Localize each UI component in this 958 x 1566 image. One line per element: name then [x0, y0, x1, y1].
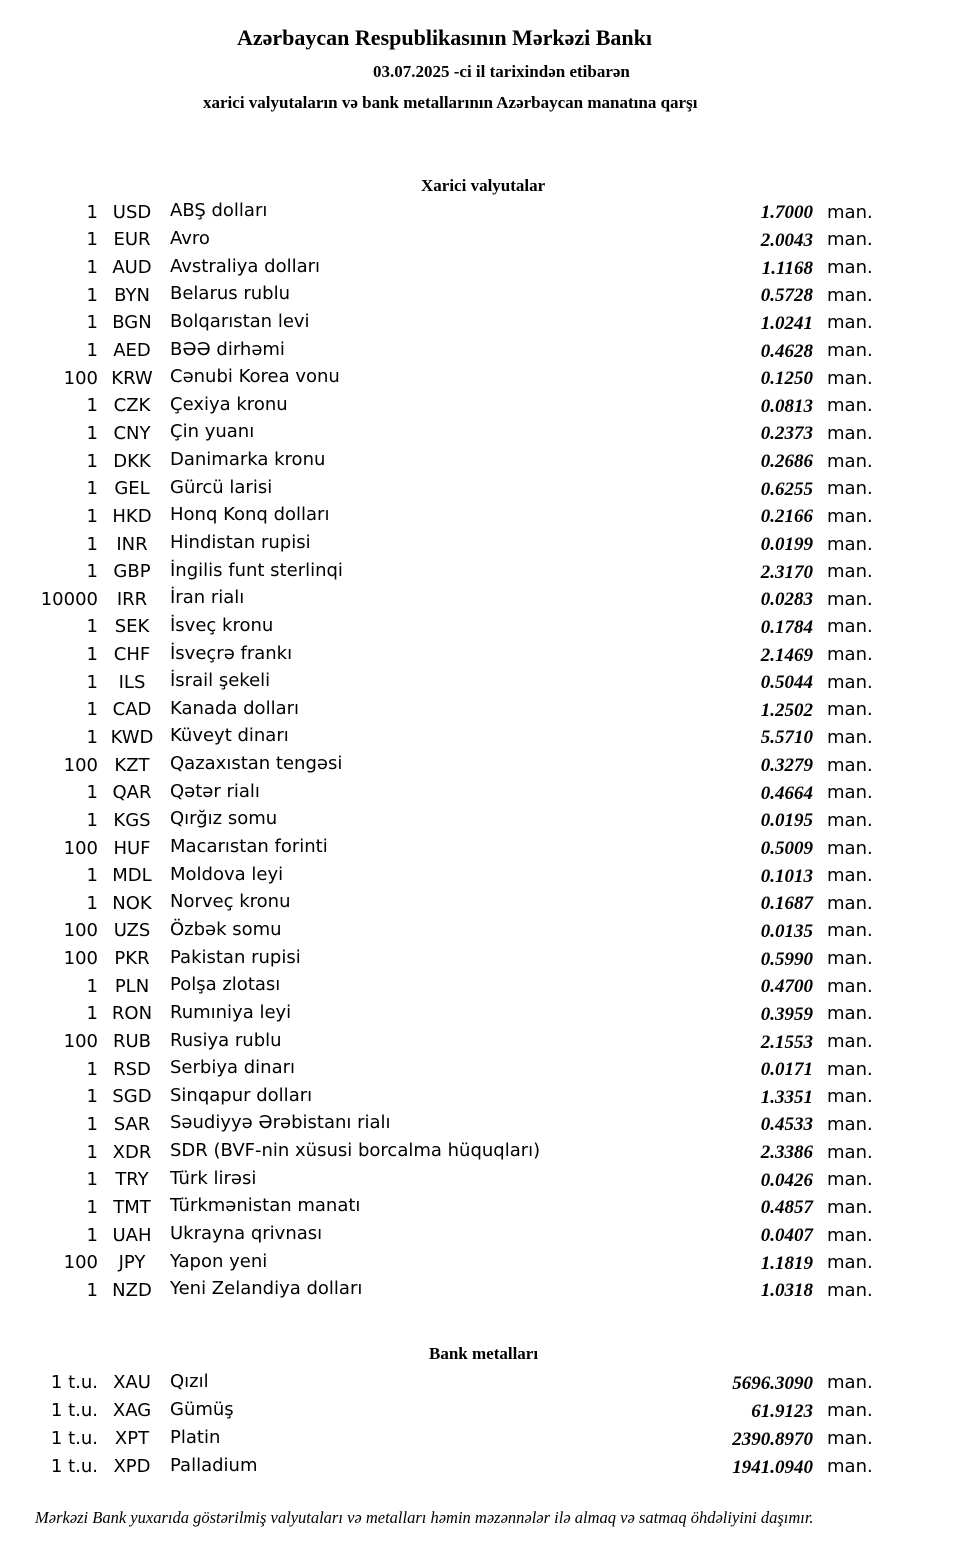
currency-name: Moldova leyi — [170, 863, 284, 885]
currency-name: Bolqarıstan levi — [170, 310, 310, 332]
unit-label: man. — [827, 1086, 873, 1108]
unit-label: man. — [827, 478, 873, 500]
unit-label: man. — [827, 1224, 873, 1246]
currency-name: Hindistan rupisi — [170, 532, 311, 553]
currency-name: Küveyt dinarı — [170, 725, 289, 747]
unit-label: man. — [827, 588, 873, 610]
unit-label: man. — [827, 395, 873, 417]
currency-row — [0, 697, 887, 725]
unit-label: man. — [827, 975, 873, 997]
rate-value: 2.1469 — [760, 644, 813, 666]
unit-label: man. — [827, 782, 873, 804]
currency-row — [0, 779, 887, 807]
quantity: 1 — [86, 809, 98, 831]
currency-name: İsveç kronu — [170, 614, 274, 636]
currency-row — [0, 420, 887, 448]
unit-label: man. — [827, 644, 873, 666]
quantity: 100 — [63, 754, 98, 776]
currency-name: Platin — [170, 1426, 221, 1448]
currency-row — [0, 199, 887, 227]
quantity: 1 t.u. — [50, 1400, 98, 1421]
currency-code: TRY — [115, 1169, 149, 1191]
unit-label: man. — [827, 920, 873, 942]
currency-name: Türkmənistan manatı — [170, 1195, 361, 1217]
unit-label: man. — [827, 948, 873, 970]
currency-name: İran rialı — [170, 587, 245, 609]
quantity: 1 — [86, 201, 98, 223]
rate-value: 1.7000 — [760, 202, 813, 224]
currency-code: PLN — [114, 975, 150, 997]
currency-name: Çexiya kronu — [170, 393, 288, 415]
rate-value: 0.4533 — [760, 1114, 813, 1136]
quantity: 100 — [63, 920, 98, 942]
currency-code: CAD — [112, 699, 152, 721]
unit-label: man. — [827, 1400, 873, 1421]
metal-row — [0, 1425, 887, 1453]
currency-row — [0, 945, 887, 973]
currency-row — [0, 254, 887, 282]
quantity: 1 — [86, 699, 98, 721]
quantity: 10000 — [40, 588, 98, 610]
rate-value: 2.0043 — [760, 229, 813, 251]
unit-label: man. — [827, 865, 873, 887]
currency-name: Çin yuanı — [170, 421, 255, 443]
unit-label: man. — [827, 1279, 873, 1301]
rate-value: 0.2166 — [760, 506, 813, 528]
unit-label: man. — [827, 1058, 873, 1080]
currency-row — [0, 807, 887, 835]
currency-row — [0, 862, 887, 890]
currency-code: NOK — [112, 892, 152, 914]
currency-row — [0, 1194, 887, 1222]
currency-code: TMT — [113, 1196, 151, 1218]
rate-value: 0.1250 — [760, 368, 813, 390]
currency-name: Polşa zlotası — [170, 974, 281, 996]
currency-row — [0, 227, 887, 255]
currency-name: İngilis funt sterlinqi — [170, 559, 343, 581]
unit-label: man. — [827, 450, 873, 472]
quantity: 1 — [86, 505, 98, 527]
quantity: 1 — [86, 533, 98, 555]
currency-code: IRR — [116, 588, 148, 610]
currency-code: HKD — [112, 505, 152, 527]
unit-label: man. — [827, 809, 873, 831]
currency-name: Gürcü larisi — [170, 476, 273, 498]
rate-value: 0.0171 — [760, 1059, 813, 1081]
rate-value: 1.1168 — [761, 257, 813, 279]
metal-row — [0, 1453, 887, 1481]
currency-code: UZS — [113, 920, 151, 942]
currency-row — [0, 1222, 887, 1250]
quantity: 1 — [86, 1113, 98, 1135]
currency-code: XAU — [113, 1372, 151, 1393]
currency-code: GBP — [113, 561, 151, 583]
unit-label: man. — [827, 201, 873, 223]
currency-code: MDL — [112, 865, 152, 887]
metal-row — [0, 1369, 887, 1397]
unit-label: man. — [827, 1031, 873, 1053]
currency-row — [0, 365, 887, 393]
currency-name: Palladium — [170, 1454, 258, 1476]
unit-label: man. — [827, 1003, 873, 1025]
currency-code: INR — [116, 533, 148, 555]
currency-code: KRW — [111, 367, 153, 389]
unit-label: man. — [827, 312, 873, 334]
currency-name: Rusiya rublu — [170, 1029, 282, 1051]
quantity: 1 — [86, 478, 98, 500]
unit-label: man. — [827, 367, 873, 389]
currency-row — [0, 558, 887, 586]
currency-row — [0, 1056, 887, 1084]
rate-value: 0.0135 — [760, 920, 813, 942]
currency-row — [0, 1111, 887, 1139]
unit-label: man. — [827, 837, 873, 859]
currency-name: Qazaxıstan tengəsi — [170, 753, 343, 775]
unit-label: man. — [827, 699, 873, 721]
quantity: 1 — [86, 395, 98, 417]
rate-value: 0.5009 — [760, 838, 813, 860]
currency-row — [0, 475, 887, 503]
currency-row — [0, 1001, 887, 1029]
rate-value: 0.0199 — [760, 534, 813, 555]
quantity: 1 — [86, 1058, 98, 1080]
quantity: 1 t.u. — [50, 1372, 98, 1393]
page-title: Azərbaycan Respublikasının Mərkəzi Bankı — [237, 25, 652, 50]
currency-row — [0, 392, 887, 420]
rate-value: 0.3959 — [760, 1003, 813, 1025]
quantity: 1 — [86, 1224, 98, 1246]
currency-code: UAH — [112, 1224, 152, 1246]
currency-name: Türk lirəsi — [170, 1167, 257, 1189]
quantity: 100 — [63, 367, 98, 389]
currency-row — [0, 641, 887, 669]
currency-name: Belarus rublu — [170, 283, 291, 305]
currency-table — [0, 199, 887, 1305]
rate-value: 1.0318 — [760, 1280, 813, 1302]
unit-label: man. — [827, 340, 873, 362]
rate-value: 0.4700 — [760, 976, 813, 998]
unit-label: man. — [827, 284, 873, 306]
unit-label: man. — [827, 1169, 873, 1191]
rate-value: 0.0283 — [760, 589, 813, 611]
quantity: 100 — [63, 948, 98, 970]
rate-value: 2.3170 — [760, 561, 813, 583]
currency-row — [0, 724, 887, 752]
currency-name: Avstraliya dolları — [170, 255, 321, 277]
rate-value: 5696.3090 — [732, 1372, 813, 1394]
currency-row — [0, 669, 887, 697]
rate-value: 0.2373 — [760, 423, 813, 445]
quantity: 1 — [86, 257, 98, 279]
currency-row — [0, 1028, 887, 1056]
rate-value: 0.4857 — [760, 1197, 813, 1219]
currency-code: KZT — [114, 754, 150, 776]
currency-name: Cənubi Korea vonu — [170, 366, 340, 388]
currency-name: SDR (BVF-nin xüsusi borcalma hüquqları) — [170, 1140, 541, 1162]
subtitle: xarici valyutaların və bank metallarının Azərbaycan manatına qarşı — [203, 93, 698, 112]
rate-value: 0.4664 — [760, 782, 813, 804]
unit-label: man. — [827, 533, 873, 555]
quantity: 100 — [63, 837, 98, 859]
currency-name: Ukrayna qrivnası — [170, 1223, 323, 1245]
unit-label: man. — [827, 561, 873, 583]
quantity: 1 — [86, 1086, 98, 1108]
section-title-metals: Bank metalları — [429, 1344, 539, 1363]
currency-code: XAG — [112, 1400, 152, 1421]
currency-code: BYN — [114, 284, 150, 306]
metals-table — [0, 1369, 887, 1481]
currency-name: Yapon yeni — [170, 1250, 268, 1272]
currency-name: Kanada dolları — [170, 697, 300, 719]
currency-row — [0, 503, 887, 531]
currency-code: CHF — [113, 644, 151, 666]
quantity: 1 — [86, 975, 98, 997]
currency-name: Yeni Zelandiya dolları — [170, 1278, 363, 1300]
unit-label: man. — [827, 1372, 873, 1393]
unit-label: man. — [827, 1428, 873, 1449]
rate-value: 0.0407 — [760, 1225, 813, 1247]
quantity: 1 — [86, 726, 98, 748]
currency-code: ILS — [118, 671, 146, 693]
quantity: 1 — [86, 422, 98, 444]
unit-label: man. — [827, 1196, 873, 1218]
rate-value: 5.5710 — [760, 727, 813, 749]
currency-row — [0, 337, 887, 365]
currency-row — [0, 835, 887, 863]
rate-value: 61.9123 — [751, 1400, 813, 1422]
quantity: 1 — [86, 865, 98, 887]
quantity: 1 — [86, 312, 98, 334]
rate-value: 0.5990 — [760, 948, 813, 970]
currency-row — [0, 448, 887, 476]
section-title-currencies: Xarici valyutalar — [421, 176, 546, 195]
quantity: 1 — [86, 1169, 98, 1191]
currency-row — [0, 1084, 887, 1112]
currency-code: QAR — [112, 782, 152, 804]
currency-row — [0, 1277, 887, 1305]
rate-value: 2.1553 — [760, 1031, 813, 1053]
rate-value: 0.3279 — [760, 755, 813, 777]
unit-label: man. — [827, 892, 873, 914]
currency-name: Qırğız somu — [170, 808, 278, 830]
currency-code: AED — [113, 340, 151, 362]
rate-value: 0.1687 — [760, 893, 813, 915]
currency-name: Norveç kronu — [170, 891, 291, 913]
currency-code: EUR — [113, 229, 151, 251]
rate-value: 1.3351 — [760, 1086, 813, 1108]
currency-row — [0, 282, 887, 310]
rate-value: 1.0241 — [760, 312, 813, 334]
rate-value: 0.0195 — [760, 810, 813, 832]
unit-label: man. — [827, 1113, 873, 1135]
rate-value: 0.2686 — [760, 451, 813, 473]
unit-label: man. — [827, 257, 873, 279]
currency-row — [0, 1139, 887, 1167]
currency-row — [0, 890, 887, 918]
quantity: 1 — [86, 616, 98, 638]
unit-label: man. — [827, 422, 873, 444]
rate-value: 1941.0940 — [732, 1456, 813, 1478]
unit-label: man. — [827, 726, 873, 748]
currency-code: NZD — [112, 1279, 152, 1301]
metal-row — [0, 1397, 887, 1425]
rate-value: 0.0813 — [760, 395, 813, 417]
currency-code: RUB — [112, 1031, 152, 1053]
currency-code: USD — [112, 201, 152, 223]
currency-row — [0, 1166, 887, 1194]
currency-name: Qızıl — [170, 1370, 209, 1392]
currency-code: KWD — [110, 726, 154, 748]
currency-code: RON — [111, 1003, 153, 1025]
currency-code: GEL — [114, 478, 150, 500]
currency-name: Avro — [170, 227, 210, 249]
effective-date-line: 03.07.2025 -ci il tarixindən etibarən — [373, 62, 630, 81]
currency-code: RSD — [113, 1058, 151, 1080]
rate-value: 2.3386 — [760, 1142, 813, 1164]
currency-code: KGS — [113, 809, 151, 831]
currency-name: Pakistan rupisi — [170, 946, 301, 968]
currency-name: Özbək somu — [170, 918, 282, 940]
currency-row — [0, 531, 887, 559]
currency-code: AUD — [112, 257, 152, 279]
rate-value: 0.4628 — [760, 340, 813, 362]
currency-row — [0, 1249, 887, 1277]
currency-code: SGD — [112, 1086, 152, 1108]
unit-label: man. — [827, 671, 873, 693]
currency-row — [0, 752, 887, 780]
quantity: 1 — [86, 229, 98, 251]
rate-value: 0.1013 — [760, 865, 813, 887]
currency-row — [0, 918, 887, 946]
currency-name: Sinqapur dolları — [170, 1084, 313, 1106]
quantity: 1 — [86, 1196, 98, 1218]
unit-label: man. — [827, 616, 873, 638]
quantity: 1 — [86, 561, 98, 583]
quantity: 100 — [63, 1252, 98, 1274]
quantity: 1 — [86, 450, 98, 472]
currency-name: Serbiya dinarı — [170, 1057, 295, 1079]
currency-name: Qətər rialı — [170, 780, 260, 802]
unit-label: man. — [827, 505, 873, 527]
currency-code: XPD — [113, 1456, 151, 1477]
currency-code: PKR — [114, 948, 150, 970]
unit-label: man. — [827, 229, 873, 251]
currency-row — [0, 586, 887, 614]
quantity: 1 — [86, 340, 98, 362]
unit-label: man. — [827, 1252, 873, 1274]
quantity: 1 — [86, 1003, 98, 1025]
currency-row — [0, 310, 887, 338]
currency-row — [0, 973, 887, 1001]
quantity: 1 — [86, 284, 98, 306]
quantity: 1 — [86, 782, 98, 804]
quantity: 100 — [63, 1031, 98, 1053]
currency-code: BGN — [112, 312, 152, 334]
quantity: 1 — [86, 892, 98, 914]
currency-name: Danimarka kronu — [170, 449, 326, 471]
rate-value: 0.5728 — [760, 285, 813, 307]
currency-name: Gümüş — [170, 1398, 234, 1420]
currency-name: Səudiyyə Ərəbistanı rialı — [170, 1112, 391, 1134]
currency-name: BƏƏ dirhəmi — [170, 338, 285, 360]
currency-code: SEK — [114, 616, 150, 638]
currency-code: XDR — [112, 1141, 152, 1163]
rate-value: 0.6255 — [760, 478, 813, 500]
currency-code: SAR — [113, 1113, 151, 1135]
unit-label: man. — [827, 754, 873, 776]
currency-name: Honq Konq dolları — [170, 504, 330, 526]
rate-value: 2390.8970 — [732, 1428, 813, 1450]
disclaimer-note: Mərkəzi Bank yuxarıda göstərilmiş valyutaları və metalları həmin məzənnələr ilə almaq və satmaq öhdəliyini daşımır. — [35, 1508, 814, 1527]
quantity: 1 — [86, 1279, 98, 1301]
unit-label: man. — [827, 1141, 873, 1163]
currency-code: JPY — [118, 1252, 146, 1274]
quantity: 1 t.u. — [50, 1456, 98, 1477]
rate-value: 1.2502 — [760, 699, 813, 721]
currency-code: DKK — [113, 450, 151, 472]
rate-value: 0.1784 — [760, 616, 813, 638]
currency-name: İsrail şekeli — [170, 670, 271, 692]
currency-code: HUF — [113, 837, 151, 859]
currency-name: Macarıstan forinti — [170, 836, 328, 858]
currency-name: Rumıniya leyi — [170, 1001, 292, 1023]
currency-name: ABŞ dolları — [170, 200, 268, 222]
currency-code: CNY — [113, 422, 151, 444]
rate-value: 0.5044 — [760, 672, 813, 694]
quantity: 1 — [86, 1141, 98, 1163]
rate-value: 0.0426 — [760, 1169, 813, 1191]
quantity: 1 t.u. — [50, 1428, 98, 1449]
unit-label: man. — [827, 1456, 873, 1477]
quantity: 1 — [86, 671, 98, 693]
currency-name: İsveçrə frankı — [170, 642, 293, 664]
currency-code: CZK — [113, 395, 151, 417]
currency-row — [0, 614, 887, 642]
rate-value: 1.1819 — [760, 1252, 813, 1274]
currency-code: XPT — [114, 1428, 150, 1449]
quantity: 1 — [86, 644, 98, 666]
